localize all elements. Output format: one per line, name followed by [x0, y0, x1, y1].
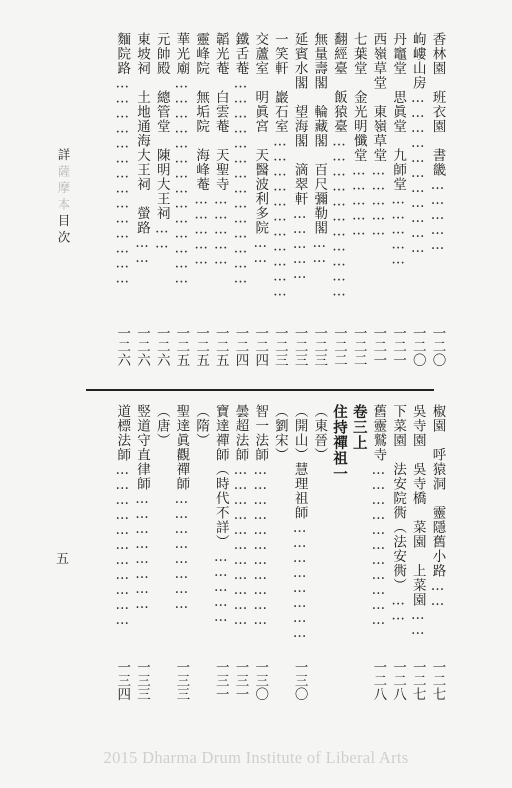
toc-leader-dots: …………………… — [134, 491, 150, 611]
toc-page-number: 一三〇 — [252, 660, 269, 701]
toc-entry — [174, 32, 188, 286]
section-divider — [86, 389, 434, 391]
toc-entry — [233, 404, 247, 627]
toc-entry — [115, 32, 129, 286]
toc-leader-dots: …………… — [370, 162, 387, 238]
toc-entry-title: （唐） — [153, 404, 170, 448]
toc-entry — [272, 32, 286, 299]
toc-page-number: 一二一 — [370, 326, 387, 367]
toc-entry — [430, 32, 444, 252]
toc-entry — [410, 404, 424, 637]
toc-entry-title: 道標法師 — [114, 404, 131, 462]
toc-page-number: 一二八 — [390, 660, 407, 701]
toc-entry-title: 曇超法師 — [232, 404, 249, 462]
toc-entry-title: （劉宋） — [271, 404, 288, 462]
toc-page-number: 一三四 — [114, 660, 131, 701]
toc-leader-dots: …………………………… — [252, 462, 269, 627]
toc-leader-dots: …………………………… — [370, 462, 387, 627]
toc-entry — [391, 404, 405, 623]
toc-page-number: 一三三 — [134, 660, 150, 701]
toc-leader-dots: …………… — [390, 191, 407, 267]
toc-entry-title: （開山）慧理祖師 — [291, 404, 308, 520]
toc-entry-title: 聖達眞觀禪師 — [173, 404, 190, 491]
toc-leader-dots: …………… — [193, 191, 210, 267]
toc-leader-dots: …… — [409, 607, 426, 637]
toc-entry-title: 竪道守直律師 — [134, 404, 150, 491]
toc-entry — [213, 32, 227, 267]
toc-entry — [312, 32, 326, 265]
toc-entry-title: 寶達禪師（時代不詳） — [212, 404, 229, 549]
toc-leader-dots: …… — [134, 235, 150, 265]
toc-page-number: 一二五 — [173, 326, 190, 367]
toc-page-number: 一二三 — [271, 326, 288, 367]
toc-entry-title: 一笑軒 巖石室 — [271, 32, 288, 134]
toc-page-number: 一二〇 — [429, 326, 446, 367]
toc-entry — [430, 404, 444, 608]
toc-entry — [292, 404, 306, 640]
toc-entry-title: 吳寺園 吳寺橋 菜園 上菜園 — [409, 404, 426, 607]
toc-page-number: 一二四 — [252, 326, 269, 367]
toc-entry-title: 翻經臺 飯猿臺 — [331, 32, 347, 134]
toc-page-number: 一二五 — [193, 326, 210, 367]
toc-entry — [213, 404, 227, 624]
toc-entry — [194, 32, 208, 267]
toc-entry-title: 香林園 班衣園 書畿 — [429, 32, 446, 177]
toc-page-number: 一二七 — [429, 660, 446, 701]
toc-entry — [272, 404, 286, 462]
toc-leader-dots: …… — [153, 220, 170, 251]
toc-entry-title: 華光廟 — [173, 32, 190, 76]
running-head-faint: 薩摩本 — [56, 164, 71, 214]
folio-number: 五 — [56, 552, 70, 567]
toc-entry-title: 鐵舌菴 — [232, 32, 249, 76]
toc-leader-dots: …………………………… — [114, 462, 131, 627]
toc-page-number: 一二六 — [114, 326, 131, 367]
toc-entry-title: 韜光菴 白雲菴 天聖寺 — [212, 32, 229, 192]
toc-page-number: 一二三 — [291, 326, 308, 367]
toc-page-number: 一二七 — [409, 660, 426, 701]
toc-entry — [135, 404, 149, 611]
toc-page-number: 一三一 — [232, 660, 249, 701]
toc-entry — [292, 32, 306, 281]
toc-entry-title: 無量壽閣 輪藏閣 百尺彌勒閣 — [311, 32, 328, 235]
toc-entry — [253, 404, 267, 627]
toc-leader-dots: …… — [390, 592, 407, 623]
toc-entry-title: （東晉） — [311, 404, 328, 462]
toc-leader-dots: …………………………… — [409, 90, 426, 255]
toc-entry — [312, 404, 326, 462]
toc-leader-dots: …………………………… — [271, 133, 288, 299]
toc-entry-title: 住持禪祖一 — [331, 404, 348, 482]
toc-entry — [233, 32, 247, 286]
toc-entry — [253, 32, 267, 265]
toc-leader-dots: …… — [252, 235, 269, 265]
toc-leader-dots: …………… — [212, 191, 229, 267]
toc-entry — [371, 404, 385, 627]
toc-entry — [391, 32, 405, 267]
toc-entry-title: 椒園 呼猿洞 靈隱舊小路 — [429, 404, 446, 578]
toc-entry — [410, 32, 424, 255]
toc-entry-title: 卷三上 — [350, 404, 368, 451]
toc-entry-title: 智一法師 — [252, 404, 269, 462]
toc-page-number: 一二二 — [350, 326, 367, 367]
toc-leader-dots: …………………… — [291, 520, 308, 640]
running-head-sub: 目 — [56, 214, 71, 231]
toc-leader-dots: …………………… — [173, 491, 190, 611]
toc-leader-dots: …………………………………… — [173, 75, 190, 286]
toc-leader-dots: …………………………………… — [114, 75, 131, 286]
toc-leader-dots: …………… — [350, 162, 367, 238]
toc-entry — [351, 32, 365, 238]
toc-page-number: 一二八 — [370, 660, 387, 701]
toc-entry-title: 元帥殿 總管堂 陳明大王祠 — [153, 32, 170, 221]
toc-entry — [174, 404, 188, 611]
toc-page-number: 一二一 — [390, 326, 407, 367]
toc-leader-dots: …… — [311, 235, 328, 265]
toc-entry-title: 七葉堂 金光明懺堂 — [350, 32, 367, 163]
toc-leader-dots: …………… — [291, 206, 308, 281]
toc-entry — [371, 32, 385, 238]
toc-entry — [194, 404, 208, 448]
toc-page-number: 一二〇 — [409, 326, 426, 367]
toc-entry — [135, 32, 149, 265]
toc-leader-dots: …………………………… — [232, 462, 249, 627]
toc-entry — [332, 404, 347, 482]
toc-leader-dots: …… — [429, 578, 446, 608]
toc-leader-dots: …………… — [429, 177, 446, 252]
toc-page-number: 一二三 — [311, 326, 328, 367]
toc-page-number: 一二四 — [232, 326, 249, 367]
toc-page-number: 一二六 — [134, 326, 150, 367]
toc-entry — [351, 404, 366, 451]
running-head — [54, 148, 72, 247]
toc-page-number: 一三三 — [173, 660, 190, 701]
toc-entry-title: 麵院路 — [114, 32, 131, 76]
toc-entry-title: 東坡祠 土地通海大王祠 螢路 — [134, 32, 150, 235]
toc-page-number: 一二五 — [212, 326, 229, 367]
running-head-end: 次 — [56, 230, 71, 247]
toc-page-number: 一二二 — [331, 326, 347, 367]
toc-page-number: 一三〇 — [291, 660, 308, 701]
toc-entry-title: 岣嶁山房 — [409, 32, 426, 90]
toc-entry-title: 下菜園 法安院衖（法安衖） — [390, 404, 407, 593]
toc-leader-dots: …………… — [212, 549, 229, 624]
toc-entry-title: 舊靈鷲寺 — [370, 404, 387, 462]
toc-entry-title: 延賓水閣 望海閣 滴翠軒 — [291, 32, 308, 206]
toc-page-number: 一二六 — [153, 326, 170, 367]
running-head-title: 詳 — [56, 148, 71, 165]
toc-leader-dots: …………………………………… — [232, 75, 249, 286]
toc-entry — [154, 32, 168, 251]
toc-entry — [154, 404, 168, 448]
toc-entry-title: 靈峰院 無垢院 海峰菴 — [193, 32, 210, 192]
toc-entry-title: 交蘆室 明眞宮 天醫波利多院 — [252, 32, 269, 235]
toc-entry-title: 西嶺草堂 東嶺草堂 — [370, 32, 387, 163]
toc-entry — [115, 404, 129, 627]
toc-entry-title: （隋） — [193, 404, 210, 448]
toc-leader-dots: …………………………… — [331, 133, 347, 299]
toc-entry — [332, 32, 346, 299]
watermark-text: 2015 Dharma Drum Institute of Liberal Arts — [103, 748, 409, 767]
toc-entry-title: 丹竈堂 思眞堂 九師堂 — [390, 32, 407, 192]
toc-page-number: 一三一 — [212, 660, 229, 701]
